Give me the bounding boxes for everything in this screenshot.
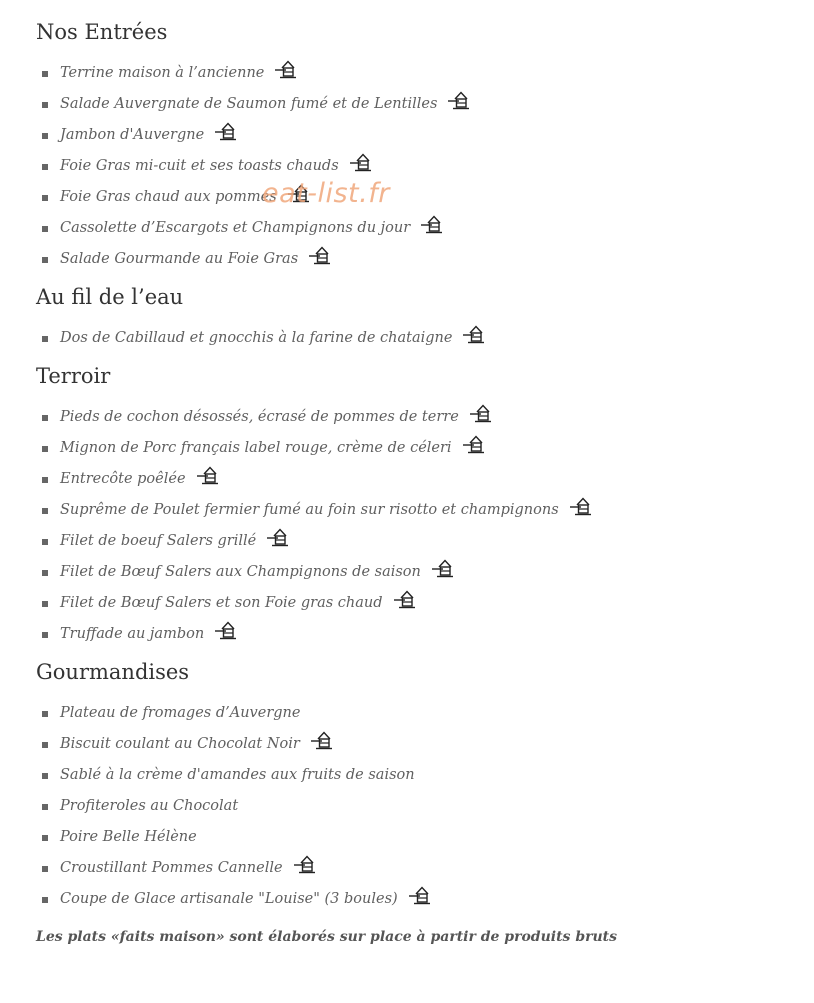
bullet [42,102,48,108]
dish-list [36,402,796,650]
dish-name: Profiteroles au Chocolat [60,798,239,814]
fait-maison-icon [293,854,317,874]
fait-maison-icon [462,324,486,344]
dish-name: Plateau de fromages d’Auvergne [60,705,301,721]
bullet [42,632,48,638]
dish-item [36,495,796,526]
fait-maison-icon [266,527,290,547]
dish-name: Salade Gourmande au Foie Gras [60,251,299,267]
fait-maison-icon [569,496,593,516]
dish-item [36,58,796,89]
dish-list [36,58,796,275]
fait-maison-icon [287,183,311,203]
dish-name: Entrecôte poêlée [60,471,186,487]
dish-name: Mignon de Porc français label rouge, crème de céleri [60,440,452,456]
bullet [42,570,48,576]
dish-name: Foie Gras mi-cuit et ses toasts chauds [60,158,339,174]
dish-item [36,698,796,729]
dish-list [36,698,796,915]
bullet [42,477,48,483]
bullet [42,257,48,263]
dish-item [36,760,796,791]
fait-maison-icon [196,465,220,485]
dish-name: Cassolette d’Escargots et Champignons du jour [60,220,411,236]
menu [36,16,796,949]
bullet [42,835,48,841]
dish-item [36,182,796,213]
dish-item [36,213,796,244]
dish-item [36,402,796,433]
fait-maison-icon [308,245,332,265]
bullet [42,508,48,514]
dish-item [36,853,796,884]
dish-name: Suprême de Poulet fermier fumé au foin sur risotto et champignons [60,502,559,518]
dish-item [36,244,796,275]
dish-item [36,526,796,557]
fait-maison-icon [447,90,471,110]
bullet [42,539,48,545]
dish-name: Coupe de Glace artisanale "Louise" (3 boules) [60,891,398,907]
bullet [42,133,48,139]
dish-item [36,120,796,151]
bullet [42,711,48,717]
section-title: Nos Entrées [36,20,168,44]
bullet [42,446,48,452]
dish-name: Jambon d'Auvergne [60,127,205,143]
bullet [42,866,48,872]
dish-name: Sablé à la crème d'amandes aux fruits de saison [60,767,415,783]
fait-maison-icon [274,59,298,79]
dish-item [36,729,796,760]
dish-item [36,151,796,182]
fait-maison-icon [469,403,493,423]
dish-name: Biscuit coulant au Chocolat Noir [60,736,300,752]
dish-name: Salade Auvergnate de Saumon fumé et de Lentilles [60,96,438,112]
dish-item [36,791,796,822]
dish-name: Terrine maison à l’ancienne [60,65,265,81]
fait-maison-icon [393,589,417,609]
watermark: eat-list.fr [262,178,390,209]
menu-section [36,656,796,915]
dish-item [36,323,796,354]
dish-item [36,822,796,853]
bullet [42,164,48,170]
dish-item [36,619,796,650]
fait-maison-icon [431,558,455,578]
dish-name: Filet de Bœuf Salers et son Foie gras chaud [60,595,383,611]
fait-maison-icon [420,214,444,234]
footnote: Les plats «faits maison» sont élaborés sur place à partir de produits bruts [36,929,618,945]
bullet [42,226,48,232]
fait-maison-icon [462,434,486,454]
dish-name: Filet de boeuf Salers grillé [60,533,257,549]
section-title: Au fil de l’eau [36,285,184,309]
bullet [42,897,48,903]
fait-maison-icon [214,620,238,640]
dish-name: Truffade au jambon [60,626,205,642]
dish-item [36,557,796,588]
dish-item [36,588,796,619]
fait-maison-icon [310,730,334,750]
menu-section [36,281,796,354]
bullet [42,742,48,748]
dish-item [36,433,796,464]
dish-item [36,89,796,120]
dish-name: Pieds de cochon désossés, écrasé de pommes de terre [60,409,459,425]
bullet [42,415,48,421]
bullet [42,71,48,77]
bullet [42,804,48,810]
fait-maison-icon [349,152,373,172]
bullet [42,195,48,201]
dish-name: Filet de Bœuf Salers aux Champignons de saison [60,564,421,580]
dish-item [36,884,796,915]
fait-maison-icon [408,885,432,905]
bullet [42,773,48,779]
dish-name: Croustillant Pommes Cannelle [60,860,283,876]
dish-list [36,323,796,354]
menu-section [36,360,796,650]
dish-name: Dos de Cabillaud et gnocchis à la farine de chataigne [60,330,453,346]
dish-name: Poire Belle Hélène [60,829,197,845]
section-title: Terroir [36,364,111,388]
fait-maison-icon [214,121,238,141]
dish-item [36,464,796,495]
bullet [42,601,48,607]
dish-name: Foie Gras chaud aux pommes [60,189,277,205]
bullet [42,336,48,342]
menu-section [36,16,796,275]
section-title: Gourmandises [36,660,190,684]
